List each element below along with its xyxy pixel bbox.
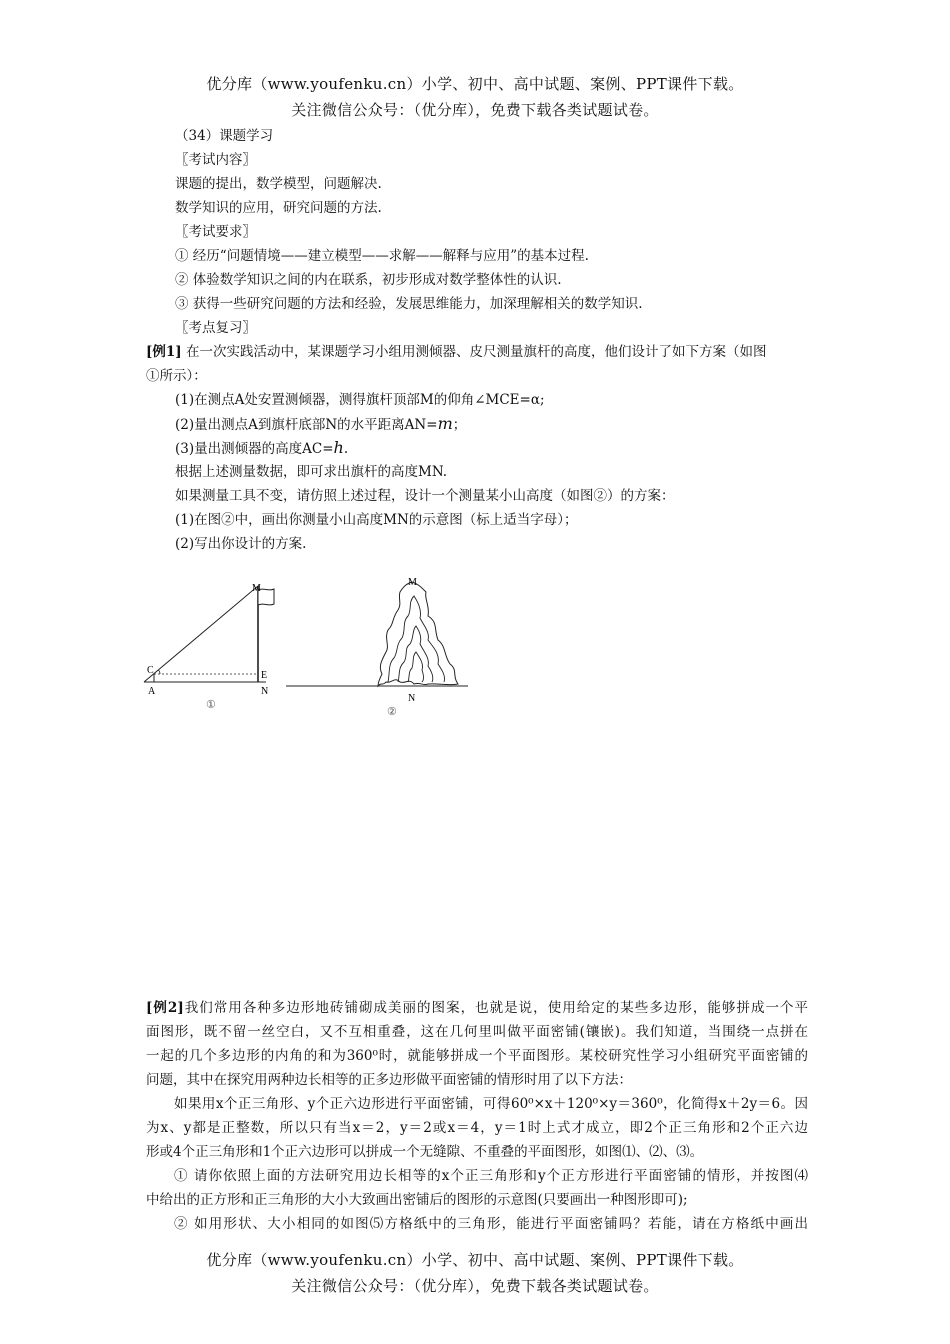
section-title: （34）课题学习: [175, 128, 274, 144]
example-2-line: 如果用x个正三角形、y个正六边形进行平面密铺，可得60⁰×x＋120⁰×y＝360⁰，化简得x＋2y＝6。因: [174, 1096, 808, 1112]
example-2-tag: [例2]: [146, 1000, 184, 1016]
example-2-line: 一起的几个多边形的内角的和为360⁰时，就能够拼成一个平面图形。某校研究性学习小组研究平面密铺的: [146, 1048, 808, 1064]
page-header-line-2: 关注微信公众号：（优分库），免费下载各类试题试卷。: [291, 101, 659, 119]
example-2-line: 为x、y都是正整数，所以只有当x＝2，y＝2或x＝4，y＝1时上式才成立，即2个正三角形和2个正六边: [146, 1120, 808, 1136]
example-2-line: 问题，其中在探究用两种边长相等的正多边形做平面密铺的情形时用了以下方法：: [146, 1072, 632, 1088]
example-1-intro: [146, 342, 766, 362]
example-1-paragraph: 根据上述测量数据，即可求出旗杆的高度MN.: [175, 464, 448, 480]
example-2-line: 中给出的正方形和正三角形的大小大致画出密铺后的图形的示意图(只要画出一种图形即可);: [146, 1192, 688, 1208]
example-2-line: 形或4个正三角形和1个正六边形可以拼成一个无缝隙、不重叠的平面图形，如图⑴、⑵、⑶。: [146, 1144, 704, 1160]
page-header-line-1: 优分库（www.youfenku.cn）小学、初中、高中试题、案例、PPT课件下载。: [206, 75, 744, 93]
label-M: M: [408, 577, 417, 588]
step-3-text: (3)量出测倾器的高度AC=: [175, 441, 334, 457]
example-1-step-2: [175, 414, 466, 435]
figure-1-caption: ①: [206, 699, 216, 711]
page-footer-line-1: 优分库（www.youfenku.cn）小学、初中、高中试题、案例、PPT课件下载。: [206, 1251, 744, 1269]
step-3-end: .: [343, 441, 349, 457]
example-2-question-2: ② 如用形状、大小相同的如图⑸方格纸中的三角形，能进行平面密铺吗？若能，请在方格纸中画出: [174, 1216, 808, 1232]
example-1-paragraph: 如果测量工具不变，请仿照上述过程，设计一个测量某小山高度（如图②）的方案：: [175, 488, 675, 504]
step-2-end: ；: [452, 417, 467, 433]
example-2-line: [146, 998, 808, 1018]
exam-content-item: 课题的提出，数学模型，问题解决.: [175, 176, 382, 192]
review-heading: 〖考点复习〗: [175, 320, 256, 336]
example-1-tag: [例1]: [146, 344, 182, 360]
exam-content-item: 数学知识的应用，研究问题的方法.: [175, 200, 382, 216]
exam-requirement-item: ③ 获得一些研究问题的方法和经验，发展思维能力，加深理解相关的数学知识.: [175, 296, 643, 312]
page-footer-line-2: 关注微信公众号：（优分库），免费下载各类试题试卷。: [291, 1277, 659, 1295]
example-1-question-1: (1)在图②中，画出你测量小山高度MN的示意图（标上适当字母）；: [175, 512, 578, 528]
exam-requirement-item: ① 经历“问题情境——建立模型——求解——解释与应用”的基本过程.: [175, 248, 589, 264]
label-C: C: [147, 665, 154, 676]
step-2-text: (2)量出测点A到旗杆底部N的水平距离AN=: [175, 417, 438, 433]
angle-arc: [159, 670, 161, 674]
example-2-line: 面图形，既不留一丝空白，又不互相重叠，这在几何里叫做平面密铺(镶嵌)。我们知道，当围绕一点拼在: [146, 1024, 808, 1040]
example-1-step-1: (1)在测点A处安置测倾器，测得旗杆顶部M的仰角∠MCE=α;: [175, 392, 545, 408]
exam-requirement-item: ② 体验数学知识之间的内在联系，初步形成对数学整体性的认识.: [175, 272, 562, 288]
example-1-step-3: [175, 438, 348, 459]
label-N: N: [408, 693, 416, 704]
example-1-question-2: (2)写出你设计的方案.: [175, 536, 307, 552]
figure-2-mountain-diagram: [284, 572, 474, 722]
variable-h: h: [333, 438, 344, 457]
exam-requirements-heading: 〖考试要求〗: [175, 224, 256, 240]
label-E: E: [261, 670, 268, 681]
variable-m: m: [437, 414, 453, 433]
example-1-intro-text: 在一次实践活动中，某课题学习小组用测倾器、皮尺测量旗杆的高度，他们设计了如下方案（如图: [181, 344, 767, 360]
example-1-intro-cont: ①所示）：: [146, 368, 207, 384]
label-A: A: [148, 686, 156, 697]
example-2-question-1: ① 请你依照上面的方法研究用边长相等的x个正三角形和y个正方形进行平面密铺的情形，并按图⑷: [174, 1168, 808, 1184]
example-2-text: 我们常用各种多边形地砖铺砌成美丽的图案，也就是说，使用给定的某些多边形，能够拼成一个平: [183, 1000, 809, 1016]
figure-2-caption: ②: [387, 706, 397, 718]
label-M: M: [252, 583, 261, 594]
figure-1-flagpole-diagram: [140, 570, 290, 720]
label-N: N: [261, 686, 269, 697]
mountain-outline: [378, 582, 458, 686]
sight-line: [144, 586, 258, 682]
exam-content-heading: 〖考试内容〗: [175, 152, 256, 168]
